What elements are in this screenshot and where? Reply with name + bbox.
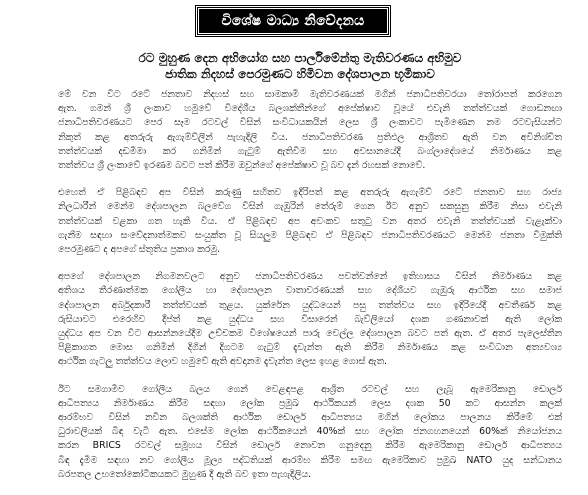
paragraph-line: තත්ත්වයක් දඩමීමා කර ගනිමින් ගැටුම් ඇතිවීම සහ අවසානයේදී බංග්ලාදේශයේ නිර්මාණය කළ [58,145,562,157]
paragraph-line: ආධිපත්‍යය නිර්මාණය කිරීම සඳහා ලෝක ප්‍රමුඛ ආර්ථිකයන් ලෙස දශක 50 කට ආසන්න කලක් [58,397,562,409]
paragraph-3 [58,270,562,369]
paragraph-line: බිඳ දැමීම සඳහා නව ගෝලීය මූල්‍ය පද්ධතියක් ආරම්භ කිරීම සමඟ ඇමෙරිකාව ප්‍රමුඛ NATO යුද සන්ධානය [58,454,562,466]
paragraph-line: අපගේ දේශපාලන නිගමනවලට අනුව ජනාධිපතිවරණය පවත්වන්නේ ඉතිහාසය විසින් නිර්මාණය කළ [58,271,562,283]
headline-line-1: රට මුහුණ දෙන අභියෝග සහ පාර්ලිමේන්තු මැතිවරණය අභිමුව [138,51,462,65]
paragraph-4 [58,383,562,482]
paragraph-line: නිකුත් කළ අතරුරු ඇගැම්ව්ලීන් පැහැදිලි විය. ජනාධිපතිවරණ ප්‍රතිඵල ආශ්‍රිතව ඇති වන අවිනිශ්චිත [58,131,562,143]
headline [90,50,510,82]
paragraph-line: ධුරාවලියක් බිඳ වැටී ඇත. එසේම ලෝක ආර්ථිකයෙන් 40%ක් සහ ලෝක ජනගහනයෙන් 60%ක් නියෝජනය [58,426,562,438]
paragraph-line: එහෙත් ඒ පිළිබඳව අප විසින් කරුණු සහිතව ඉදිරිපත් කළ අතරුරු ඇගැම්ව් රටේ ජනතාව සහ රාජ්‍ය [58,187,562,199]
paragraph-line: පෙරමුණට ද අපගේ ස්තූතිය ප්‍රකාශ කරමු. [58,244,221,256]
headline-line-2: ජාතික නිදහස් පෙරමුණට හිමිවන දේශපාලන භූමිකාව [165,67,435,81]
paragraph-line: දේශපාලන අර්බුදකාරී තත්ත්වයක් තුළය. යුක්රේන යුද්ධයෙන් පසු තත්ත්වය සහ ඉදිරියේදී අවතීර්ණ කළ [58,299,562,311]
paragraph-line: ගැනීම සඳහා සංවේදනාත්මකව සංයුක්ත වූ සියලුම පිළිබඳව ඒ පිළිබඳව ජනාධිපතිවරණයට මෙන්ම ජනතා විමුක්ති [58,229,562,241]
paragraph-line: ඊට සමගාමීව ගෝලීය බලය ගෙන් වෙළඳපළ ආශ්‍රිත රටවල් සහ ලැබූ ඇමෙරිකානු ඩොලර් [58,383,562,395]
paragraph-line: ජනාධිපතිවරණයට පෙර සෑම රටවල් විසින් සංවිධායකයින් ලෙස ශ්‍රී ලංකාවට පැමිණෙන නම රටවැසියන්ට [58,117,562,129]
paragraph-line: තත්ත්වයක් වළකා ගත හැකි විය. ඒ පිළිබඳව අප අවංකව සතුටු වන අතර එවැනි තත්ත්වයක් වැළැක්වා [58,215,562,227]
paragraph-line: ඇත. ගමන් ශ්‍රී ලංකාව හමුවේ විදේශීය බලශක්තීන්ගේ අපේක්ෂාව වූයේ එවැනි තත්ත්වයක් ගොඩනඟා [58,103,562,115]
paragraph-line: නිලධාරීන් මෙන්ම දේශපාලන බලවේග විසින් ගැඹුරින් තේරුම් ගෙන ඊට අනුව සකසුනු කිරීම නිසා එවැනි [58,201,562,213]
paragraph-line: පිළිකාගත මොස ගනිමින් දිගින් දිගටම ගැටුම් දැවැන්ත ඇති කිරීම නිර්මාණය කළ සංවිධාන අත්‍යවශ්‍ය [58,342,562,354]
paragraph-line: යුද්ධය අප වන විට ආසන්නයේදීම උච්චකම විශේෂයෙන් පාරු වෙල්ල දේශපාලන බවට පත් ඇත. ඒ අතර පැලෙස්තීන [58,328,562,340]
banner-title: විශේෂ මාධ්‍ය නිවේදනය [221,13,365,29]
article-body [58,88,562,495]
paragraph-line: තත්ත්වය ශ්‍රී ලංකාවේ ඉරණම බවට පත් කිරීම ඔවුන්ගේ අපේක්ෂාව වූ බව දැන් රහසක් නොවේ. [58,160,426,172]
paragraph-line: මේ වන විට රටේ ජනතාව නිදහස් සහ සාමකාමී මැතිවරණයක් මගින් ජනාධිපතිවරයා තෝරාපත් කරගෙන [58,89,562,100]
paragraph-1 [58,88,562,173]
paragraph-line: රුසියාවට එරෙහිව දීප්ත් කළ යුද්ධය සහ වීසාරෙන් බැව්ලියෝ දශක ගණනාවක් ඇති ලෝක [58,313,562,325]
paragraph-line: කරන BRICS රටවල් සමූහය විසින් ඩොලර් නොවන ගනුදෙනු කිරීම ඇමෙරිකානු ඩොලර් ආධිපත්‍යය [58,440,562,452]
paragraph-line: අතිශය තීරණාත්මක ගෝලීය හා දේශපාලන වාතාවරණයක් සහ දේශීයව ගැඹුරු ආර්ථික සහ සමාජ [58,285,562,297]
paragraph-line: ආරම්භව විසින් නවීන බලශක්ති ආර්ථික ඩොලර් ආධිපත්‍යය මගින් ලෝකය පාලනය කිරීමේ එක් [58,412,562,424]
paragraph-line: ආර්ථික ගැටලු තත්ත්වය ලොව හමුවේ ඇති අවදානම දැවැන්ත ලෙස ඉහළ ගොස් ඇත. [58,356,388,368]
paragraph-2 [58,186,562,257]
paragraph-line: බරපතල උභතෝකෝටිකයකට මුහුණ දී ඇති බව ඉතා පැහැදිලිය. [58,468,312,480]
special-media-release-banner [196,6,390,36]
